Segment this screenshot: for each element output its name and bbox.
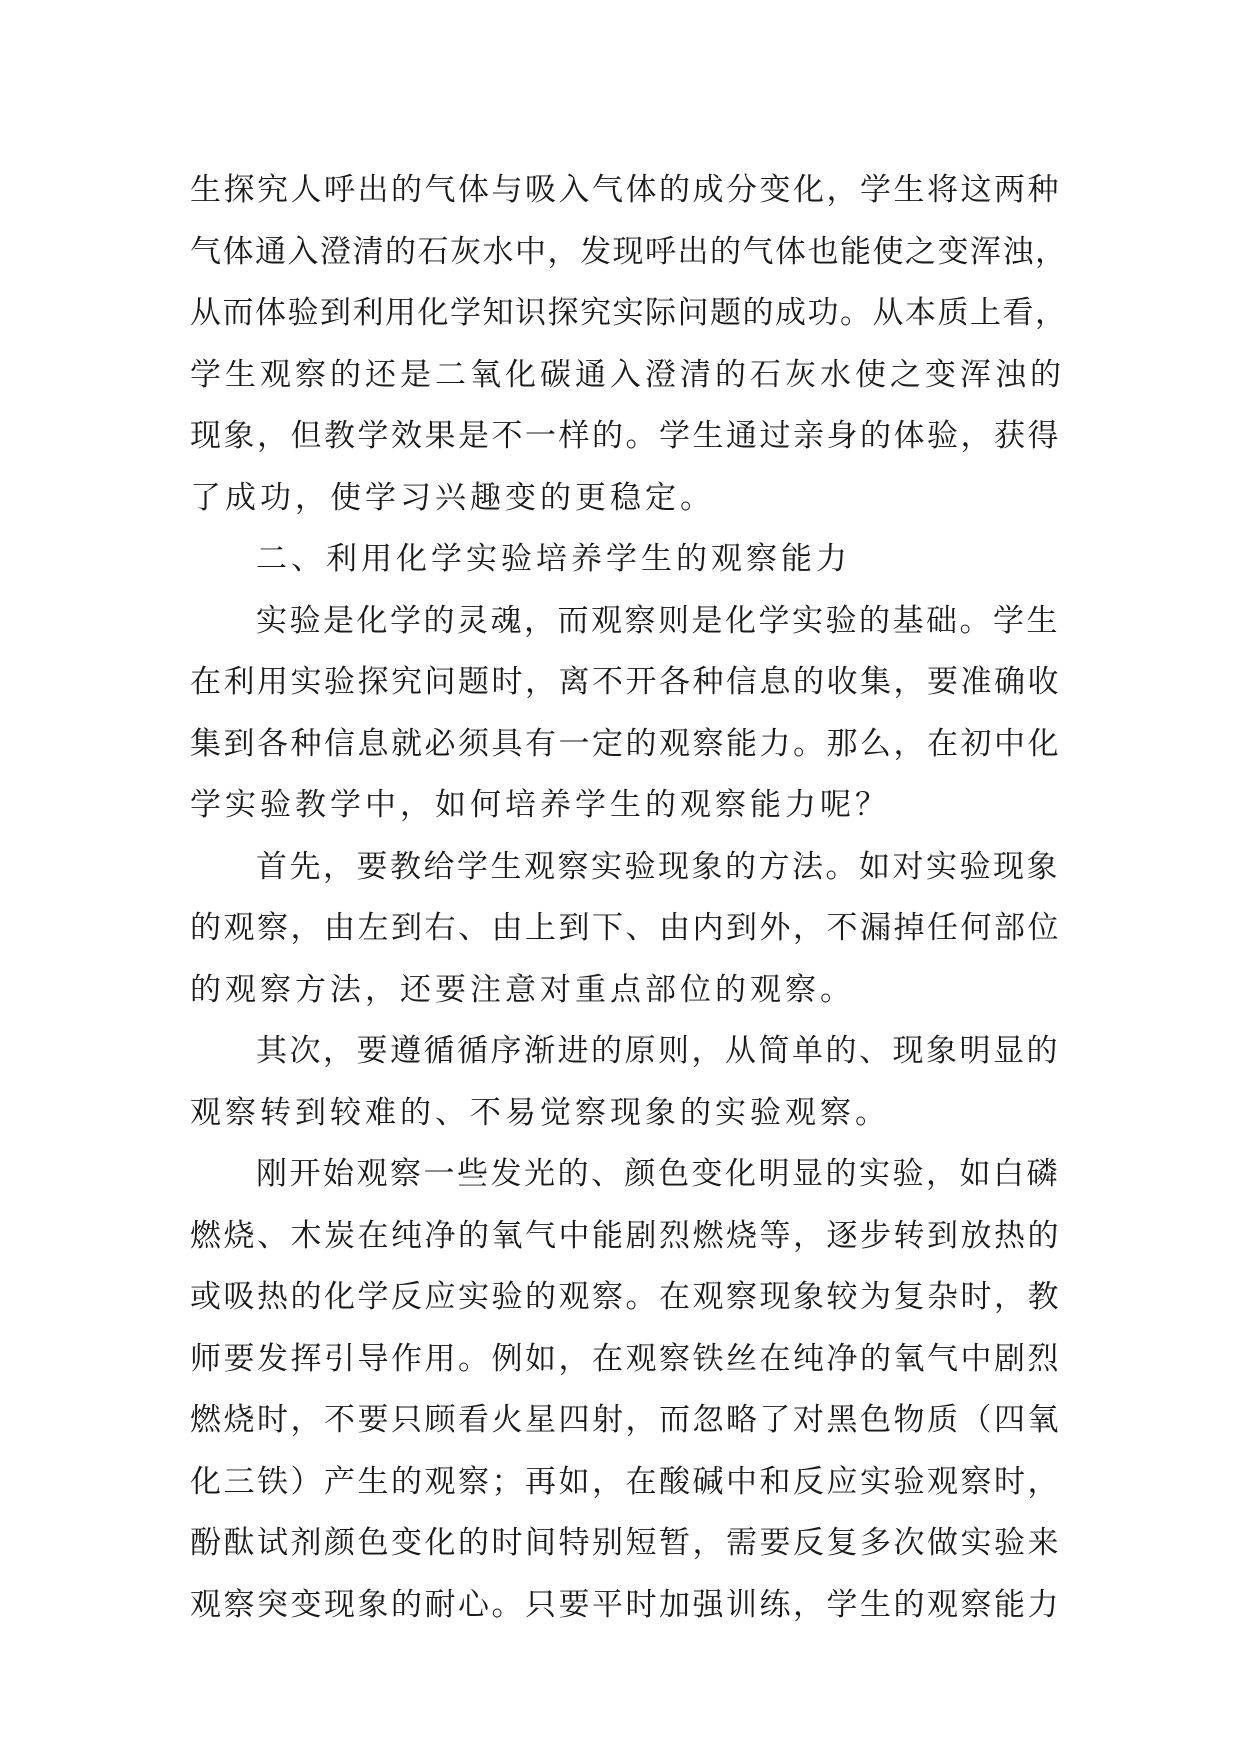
text-line: 集到各种信息就必须具有一定的观察能力。那么，在初中化: [190, 725, 1061, 762]
text-line: 气体通入澄清的石灰水中，发现呼出的气体也能使之变浑浊，: [190, 233, 1068, 270]
text-line: 学实验教学中，如何培养学生的观察能力呢？: [190, 787, 890, 823]
text-line: 了成功，使学习兴趣变的更稳定。: [190, 479, 715, 516]
text-line: 二、利用化学实验培养学生的观察能力: [256, 541, 851, 577]
text-line: 师要发挥引导作用。例如，在观察铁丝在纯净的氧气中剧烈: [190, 1340, 1061, 1377]
text-line: 观察突变现象的耐心。只要平时加强训练，学生的观察能力: [190, 1586, 1061, 1623]
body-text: [190, 160, 1070, 1636]
text-line: 其次，要遵循循序渐进的原则，从简单的、现象明显的: [256, 1033, 1060, 1069]
text-line: 化三铁）产生的观察；再如，在酸碱中和反应实验观察时，: [190, 1463, 1061, 1500]
text-line: 或吸热的化学反应实验的观察。在观察现象较为复杂时，教: [190, 1279, 1061, 1315]
text-line: 刚开始观察一些发光的、颜色变化明显的实验，如白磷: [256, 1156, 1060, 1192]
text-line: 从而体验到利用化学知识探究实际问题的成功。从本质上看，: [190, 295, 1068, 331]
text-line: 现象，但教学效果是不一样的。学生通过亲身的体验，获得: [190, 418, 1061, 454]
text-line: 实验是化学的灵魂，而观察则是化学实验的基础。学生: [256, 602, 1060, 639]
text-line: 的观察方法，还要注意对重点部位的观察。: [190, 971, 855, 1008]
text-line: 学生观察的还是二氧化碳通入澄清的石灰水使之变浑浊的: [190, 356, 1065, 393]
text-line: 燃烧、木炭在纯净的氧气中能剧烈燃烧等，逐步转到放热的: [190, 1217, 1061, 1254]
text-line: 的观察，由左到右、由上到下、由内到外，不漏掉任何部位: [190, 910, 1061, 946]
text-line: 燃烧时，不要只顾看火星四射，而忽略了对黑色物质（四氧: [190, 1402, 1061, 1438]
text-line: 酚酞试剂颜色变化的时间特别短暂，需要反复多次做实验来: [190, 1525, 1061, 1561]
text-line: 观察转到较难的、不易觉察现象的实验观察。: [190, 1094, 890, 1131]
text-line: 在利用实验探究问题时，离不开各种信息的收集，要准确收: [190, 664, 1061, 700]
text-line: 首先，要教给学生观察实验现象的方法。如对实验现象: [256, 848, 1060, 885]
text-line: 生探究人呼出的气体与吸入气体的成分变化，学生将这两种: [190, 172, 1061, 208]
